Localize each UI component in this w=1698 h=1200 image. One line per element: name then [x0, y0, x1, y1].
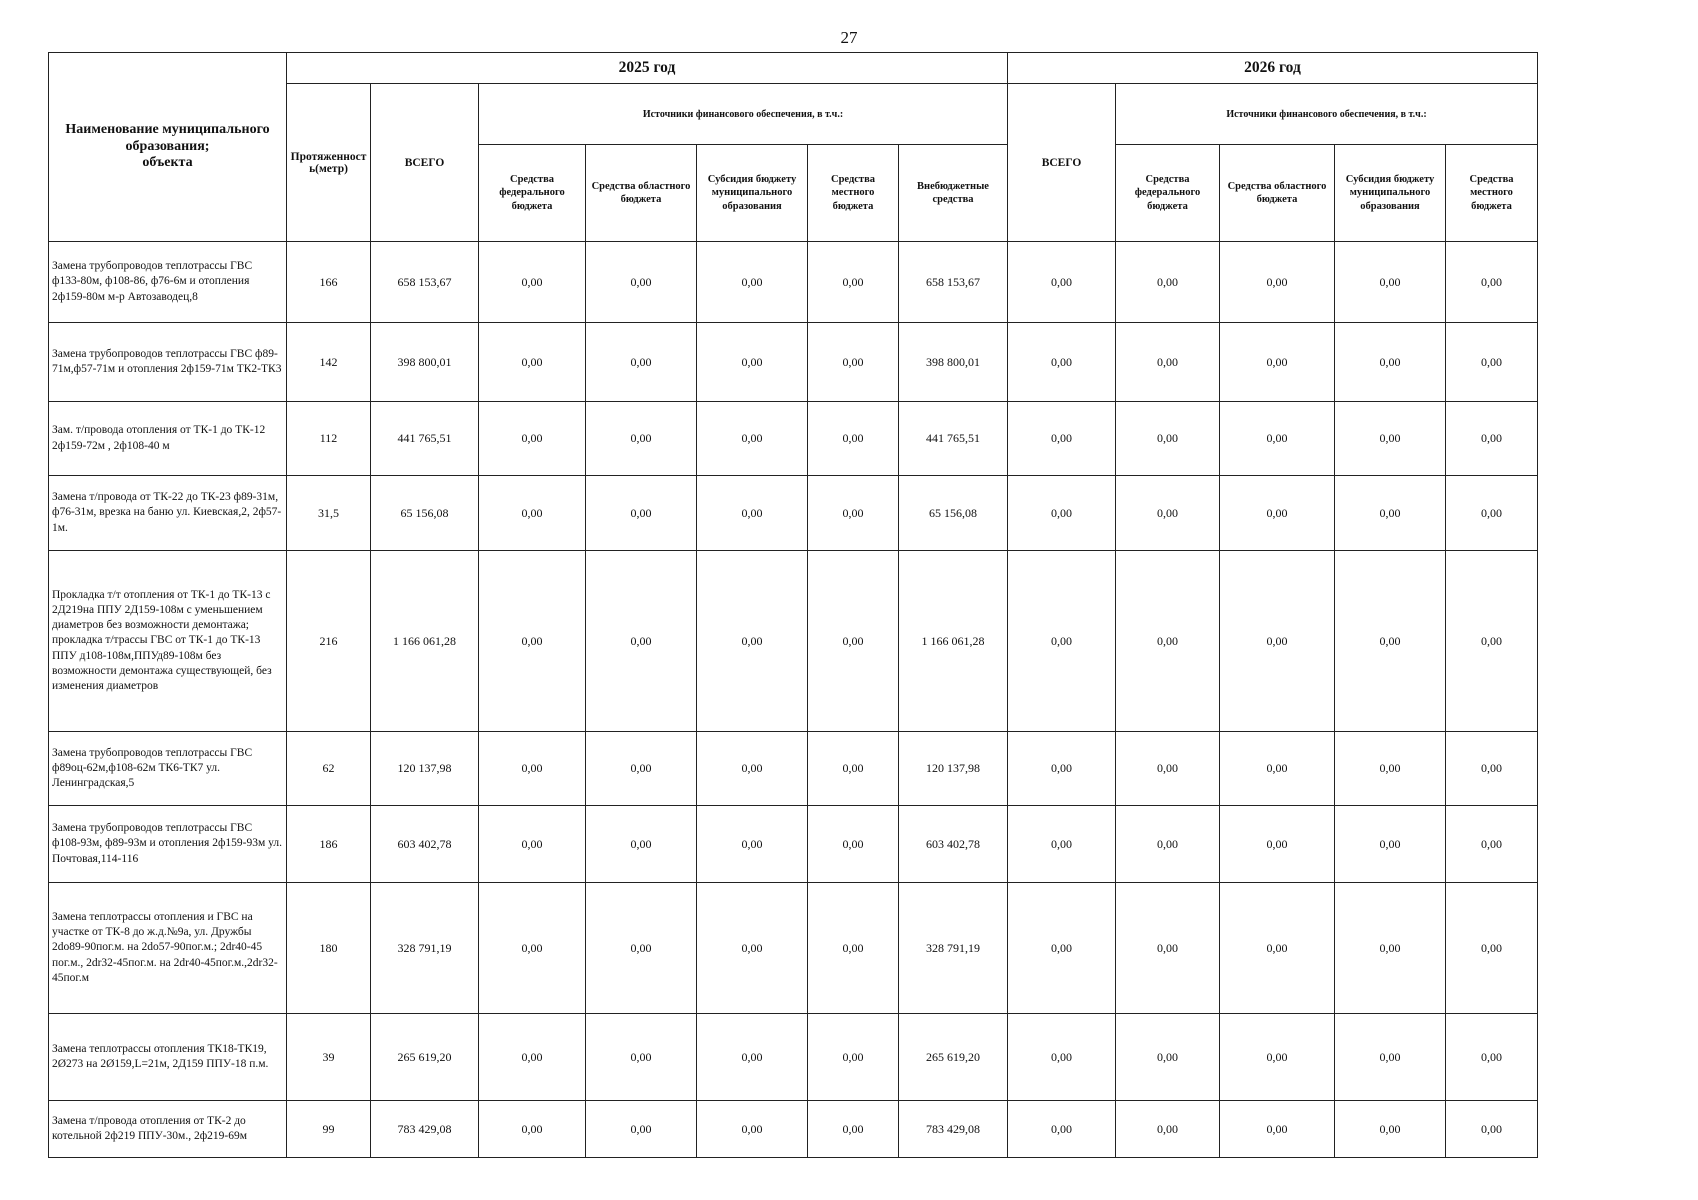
table-row — [49, 323, 1538, 402]
cell-fed-2025: 0,00 — [479, 806, 586, 883]
cell-total-2025: 65 156,08 — [371, 476, 479, 551]
header-reg-2025: Средства областного бюджета — [586, 145, 697, 242]
cell-length: 216 — [287, 551, 371, 732]
cell-fed-2026: 0,00 — [1116, 1014, 1220, 1101]
financing-table — [48, 52, 1538, 1158]
cell-fed-2025: 0,00 — [479, 732, 586, 806]
cell-reg-2025: 0,00 — [586, 806, 697, 883]
header-total-2026: ВСЕГО — [1008, 84, 1116, 242]
cell-loc-2025: 0,00 — [808, 402, 899, 476]
cell-reg-2025: 0,00 — [586, 323, 697, 402]
table-row — [49, 476, 1538, 551]
cell-total-2025: 398 800,01 — [371, 323, 479, 402]
cell-fed-2025: 0,00 — [479, 242, 586, 323]
cell-sub-2025: 0,00 — [697, 242, 808, 323]
cell-reg-2025: 0,00 — [586, 476, 697, 551]
cell-total-2026: 0,00 — [1008, 323, 1116, 402]
cell-loc-2026: 0,00 — [1446, 402, 1538, 476]
page-number: 27 — [840, 28, 858, 47]
cell-total-2025: 603 402,78 — [371, 806, 479, 883]
cell-reg-2026: 0,00 — [1220, 476, 1335, 551]
cell-fed-2025: 0,00 — [479, 1101, 586, 1158]
object-name-cell: Замена трубопроводов теплотрассы ГВС ф133-80м, ф108-86, ф76-6м и отопления 2ф159-80м м-р Автозаводец,8 — [49, 242, 287, 323]
cell-fed-2025: 0,00 — [479, 883, 586, 1014]
cell-reg-2026: 0,00 — [1220, 323, 1335, 402]
cell-total-2025: 658 153,67 — [371, 242, 479, 323]
cell-reg-2025: 0,00 — [586, 551, 697, 732]
cell-loc-2026: 0,00 — [1446, 242, 1538, 323]
table-row — [49, 551, 1538, 732]
cell-sub-2026: 0,00 — [1335, 402, 1446, 476]
cell-total-2026: 0,00 — [1008, 551, 1116, 732]
cell-loc-2026: 0,00 — [1446, 476, 1538, 551]
cell-loc-2025: 0,00 — [808, 806, 899, 883]
cell-extra-2025: 265 619,20 — [899, 1014, 1008, 1101]
header-year-2026: 2026 год — [1008, 53, 1538, 84]
header-sources-2025: Источники финансового обеспечения, в т.ч.: — [479, 84, 1008, 145]
cell-extra-2025: 120 137,98 — [899, 732, 1008, 806]
object-name-cell: Замена теплотрассы отопления ТК18-ТК19, 2Ø273 на 2Ø159,L=21м, 2Д159 ППУ-18 п.м. — [49, 1014, 287, 1101]
cell-total-2026: 0,00 — [1008, 806, 1116, 883]
cell-total-2026: 0,00 — [1008, 883, 1116, 1014]
cell-loc-2026: 0,00 — [1446, 1014, 1538, 1101]
cell-length: 31,5 — [287, 476, 371, 551]
cell-loc-2026: 0,00 — [1446, 551, 1538, 732]
cell-total-2026: 0,00 — [1008, 1014, 1116, 1101]
object-name-cell: Замена теплотрассы отопления и ГВС на участке от ТК-8 до ж.д.№9а, ул. Дружбы 2do89-90пог.м. на 2do57-90пог.м.; 2dr40-45 пог.м., 2dr32-45пог.м. на 2dr40-45пог.м.,2dr32-45пог.м — [49, 883, 287, 1014]
cell-total-2026: 0,00 — [1008, 1101, 1116, 1158]
cell-fed-2026: 0,00 — [1116, 806, 1220, 883]
object-name-cell: Зам. т/провода отопления от ТК-1 до ТК-12 2ф159-72м , 2ф108-40 м — [49, 402, 287, 476]
cell-loc-2025: 0,00 — [808, 323, 899, 402]
cell-fed-2026: 0,00 — [1116, 402, 1220, 476]
table-row — [49, 732, 1538, 806]
table-row — [49, 1014, 1538, 1101]
object-name-cell: Прокладка т/т отопления от ТК-1 до ТК-13 с 2Д219на ППУ 2Д159-108м с уменьшением диаметров без возможности демонтажа; прокладка т/трассы ГВС от ТК-1 до ТК-13 ППУ д108-108м,ППУд89-108м без возможности демонтажа существующей, без изменения диаметров — [49, 551, 287, 732]
cell-fed-2026: 0,00 — [1116, 476, 1220, 551]
cell-loc-2025: 0,00 — [808, 476, 899, 551]
cell-length: 99 — [287, 1101, 371, 1158]
cell-total-2026: 0,00 — [1008, 402, 1116, 476]
cell-loc-2026: 0,00 — [1446, 732, 1538, 806]
cell-reg-2025: 0,00 — [586, 242, 697, 323]
cell-loc-2025: 0,00 — [808, 883, 899, 1014]
cell-sub-2025: 0,00 — [697, 551, 808, 732]
cell-sub-2025: 0,00 — [697, 1014, 808, 1101]
cell-fed-2026: 0,00 — [1116, 883, 1220, 1014]
cell-sub-2026: 0,00 — [1335, 551, 1446, 732]
cell-length: 142 — [287, 323, 371, 402]
header-subsidy-2026: Субсидия бюджету муниципального образования — [1335, 145, 1446, 242]
cell-length: 166 — [287, 242, 371, 323]
cell-reg-2026: 0,00 — [1220, 551, 1335, 732]
object-name-cell: Замена т/провода отопления от ТК-2 до котельной 2ф219 ППУ-30м., 2ф219-69м — [49, 1101, 287, 1158]
header-subsidy-2025: Субсидия бюджету муниципального образования — [697, 145, 808, 242]
cell-total-2026: 0,00 — [1008, 732, 1116, 806]
cell-sub-2026: 0,00 — [1335, 323, 1446, 402]
cell-fed-2025: 0,00 — [479, 1014, 586, 1101]
cell-fed-2026: 0,00 — [1116, 323, 1220, 402]
cell-reg-2026: 0,00 — [1220, 1014, 1335, 1101]
cell-extra-2025: 398 800,01 — [899, 323, 1008, 402]
header-name — [49, 53, 287, 242]
cell-reg-2026: 0,00 — [1220, 242, 1335, 323]
cell-reg-2025: 0,00 — [586, 883, 697, 1014]
cell-loc-2026: 0,00 — [1446, 806, 1538, 883]
cell-length: 112 — [287, 402, 371, 476]
cell-sub-2026: 0,00 — [1335, 242, 1446, 323]
cell-fed-2026: 0,00 — [1116, 732, 1220, 806]
cell-extra-2025: 65 156,08 — [899, 476, 1008, 551]
cell-total-2025: 441 765,51 — [371, 402, 479, 476]
cell-total-2025: 783 429,08 — [371, 1101, 479, 1158]
cell-fed-2025: 0,00 — [479, 323, 586, 402]
cell-reg-2025: 0,00 — [586, 732, 697, 806]
cell-fed-2025: 0,00 — [479, 402, 586, 476]
cell-sub-2025: 0,00 — [697, 1101, 808, 1158]
cell-length: 186 — [287, 806, 371, 883]
table-row — [49, 806, 1538, 883]
cell-loc-2026: 0,00 — [1446, 883, 1538, 1014]
cell-length: 62 — [287, 732, 371, 806]
table-row — [49, 883, 1538, 1014]
cell-extra-2025: 328 791,19 — [899, 883, 1008, 1014]
cell-reg-2026: 0,00 — [1220, 806, 1335, 883]
cell-sub-2025: 0,00 — [697, 806, 808, 883]
header-reg-2026: Средства областного бюджета — [1220, 145, 1335, 242]
cell-reg-2026: 0,00 — [1220, 883, 1335, 1014]
header-local-2025: Средства местного бюджета — [808, 145, 899, 242]
cell-fed-2025: 0,00 — [479, 551, 586, 732]
header-length: Протяженност ь(метр) — [287, 84, 371, 242]
cell-reg-2026: 0,00 — [1220, 402, 1335, 476]
cell-loc-2025: 0,00 — [808, 1014, 899, 1101]
cell-loc-2025: 0,00 — [808, 732, 899, 806]
cell-fed-2025: 0,00 — [479, 476, 586, 551]
header-name-text: Наименование муниципального образования; объекта — [65, 121, 270, 171]
cell-sub-2025: 0,00 — [697, 323, 808, 402]
header-fed-2025: Средства федерального бюджета — [479, 145, 586, 242]
table-row — [49, 242, 1538, 323]
cell-loc-2025: 0,00 — [808, 551, 899, 732]
cell-extra-2025: 441 765,51 — [899, 402, 1008, 476]
cell-total-2025: 328 791,19 — [371, 883, 479, 1014]
table-row — [49, 402, 1538, 476]
cell-sub-2026: 0,00 — [1335, 1101, 1446, 1158]
cell-sub-2026: 0,00 — [1335, 883, 1446, 1014]
cell-sub-2025: 0,00 — [697, 883, 808, 1014]
cell-sub-2025: 0,00 — [697, 476, 808, 551]
cell-loc-2026: 0,00 — [1446, 323, 1538, 402]
cell-sub-2026: 0,00 — [1335, 1014, 1446, 1101]
cell-length: 180 — [287, 883, 371, 1014]
cell-reg-2025: 0,00 — [586, 402, 697, 476]
object-name-cell: Замена трубопроводов теплотрассы ГВС ф89оц-62м,ф108-62м ТК6-ТК7 ул. Ленинградская,5 — [49, 732, 287, 806]
header-fed-2026: Средства федерального бюджета — [1116, 145, 1220, 242]
object-name-cell: Замена трубопроводов теплотрассы ГВС ф89-71м,ф57-71м и отопления 2ф159-71м ТК2-ТК3 — [49, 323, 287, 402]
cell-sub-2026: 0,00 — [1335, 476, 1446, 551]
cell-loc-2025: 0,00 — [808, 1101, 899, 1158]
cell-loc-2025: 0,00 — [808, 242, 899, 323]
cell-extra-2025: 783 429,08 — [899, 1101, 1008, 1158]
header-total-2025: ВСЕГО — [371, 84, 479, 242]
cell-length: 39 — [287, 1014, 371, 1101]
cell-fed-2026: 0,00 — [1116, 1101, 1220, 1158]
cell-reg-2026: 0,00 — [1220, 1101, 1335, 1158]
header-local-2026: Средства местного бюджета — [1446, 145, 1538, 242]
cell-fed-2026: 0,00 — [1116, 551, 1220, 732]
cell-total-2026: 0,00 — [1008, 476, 1116, 551]
cell-loc-2026: 0,00 — [1446, 1101, 1538, 1158]
header-year-2025: 2025 год — [287, 53, 1008, 84]
cell-reg-2025: 0,00 — [586, 1014, 697, 1101]
cell-sub-2026: 0,00 — [1335, 806, 1446, 883]
cell-total-2025: 265 619,20 — [371, 1014, 479, 1101]
cell-extra-2025: 603 402,78 — [899, 806, 1008, 883]
object-name-cell: Замена трубопроводов теплотрассы ГВС ф108-93м, ф89-93м и отопления 2ф159-93м ул. Почтовая,114-116 — [49, 806, 287, 883]
cell-extra-2025: 658 153,67 — [899, 242, 1008, 323]
cell-total-2025: 1 166 061,28 — [371, 551, 479, 732]
table-row — [49, 1101, 1538, 1158]
cell-sub-2025: 0,00 — [697, 402, 808, 476]
header-sources-2026: Источники финансового обеспечения, в т.ч.: — [1116, 84, 1538, 145]
cell-sub-2026: 0,00 — [1335, 732, 1446, 806]
cell-total-2025: 120 137,98 — [371, 732, 479, 806]
cell-extra-2025: 1 166 061,28 — [899, 551, 1008, 732]
object-name-cell: Замена т/провода от ТК-22 до ТК-23 ф89-31м, ф76-31м, врезка на баню ул. Киевская,2, 2ф57-1м. — [49, 476, 287, 551]
cell-reg-2025: 0,00 — [586, 1101, 697, 1158]
cell-total-2026: 0,00 — [1008, 242, 1116, 323]
cell-fed-2026: 0,00 — [1116, 242, 1220, 323]
cell-reg-2026: 0,00 — [1220, 732, 1335, 806]
header-extra-2025: Внебюджетные средства — [899, 145, 1008, 242]
cell-sub-2025: 0,00 — [697, 732, 808, 806]
